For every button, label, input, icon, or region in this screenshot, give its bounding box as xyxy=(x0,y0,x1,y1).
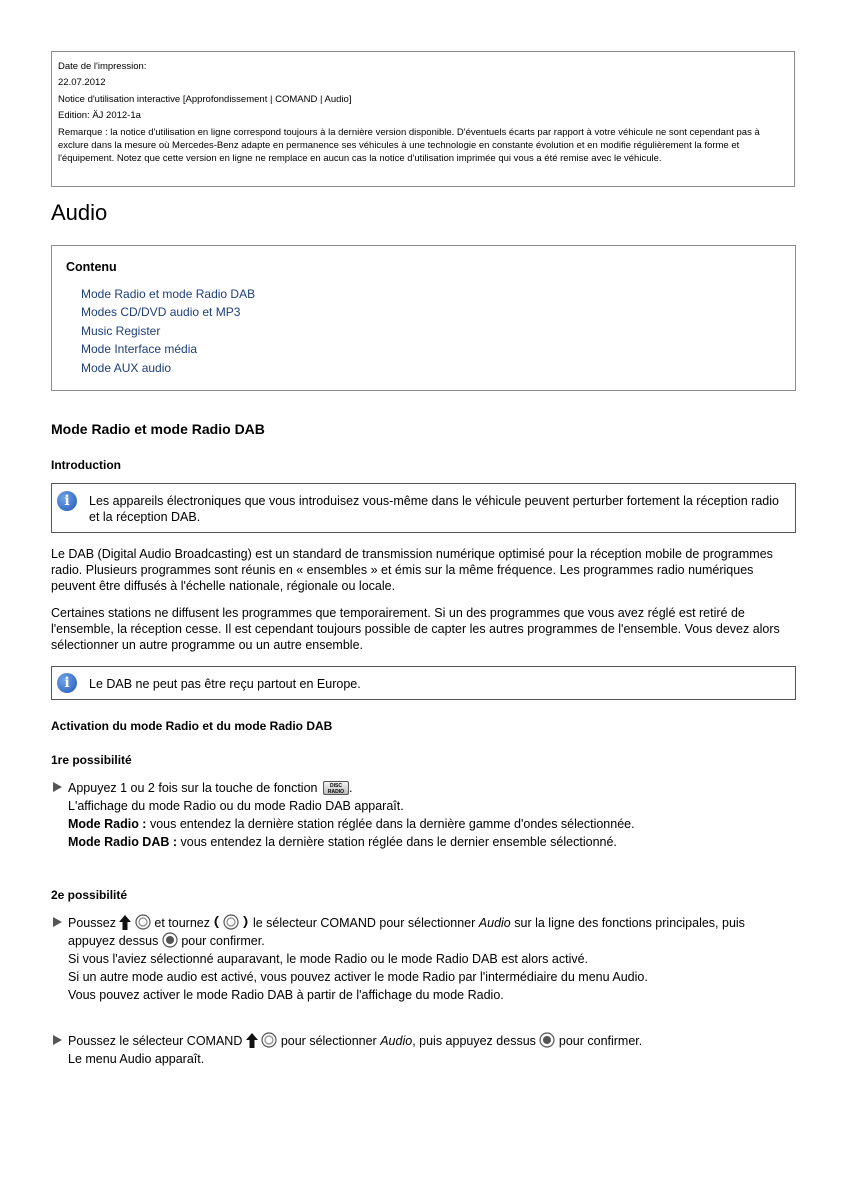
step-result: Le menu Audio apparaît. xyxy=(68,1052,205,1066)
toc-link-cd-dvd[interactable]: Modes CD/DVD audio et MP3 xyxy=(81,305,241,319)
press-knob-icon xyxy=(539,1032,555,1048)
step-bullet-icon xyxy=(53,917,62,927)
intro-heading: Introduction xyxy=(51,458,121,472)
rotate-knob-icon xyxy=(213,914,249,930)
step-text: Appuyez 1 ou 2 fois sur la touche de fonction xyxy=(68,781,318,795)
step-note: Si un autre mode audio est activé, vous pouvez activer le mode Radio par l'intermédiaire du menu Audio. xyxy=(68,970,648,984)
step-text: appuyez dessus xyxy=(68,934,159,948)
step-text: et tournez xyxy=(154,916,210,930)
mode-radio-dab-label: Mode Radio DAB : xyxy=(68,835,178,849)
mode-radio-label: Mode Radio : xyxy=(68,817,147,831)
page-title: Audio xyxy=(51,200,108,225)
info-icon: i xyxy=(57,673,77,693)
option2-heading: 2e possibilité xyxy=(51,888,128,902)
step-text: le sélecteur COMAND pour sélectionner xyxy=(252,916,476,930)
step-note: Si vous l'aviez sélectionné auparavant, le mode Radio ou le mode Radio DAB est alors activé. xyxy=(68,952,589,966)
section-title: Mode Radio et mode Radio DAB xyxy=(51,421,265,437)
toc-link-aux[interactable]: Mode AUX audio xyxy=(81,361,172,375)
audio-emphasis: Audio xyxy=(478,916,511,930)
info-icon: i xyxy=(57,491,77,511)
step-text: pour confirmer. xyxy=(558,1034,643,1048)
key-label-top: DISC xyxy=(329,783,342,789)
activation-heading: Activation du mode Radio et du mode Radio DAB xyxy=(51,719,333,733)
arrow-up-icon xyxy=(119,915,131,930)
print-date-label: Date de l'impression: xyxy=(58,61,147,72)
notice-dab-europe-text: Le DAB ne peut pas être reçu partout en Europe. xyxy=(89,677,361,691)
mode-radio-dab-text: vous entendez la dernière station réglée dans le dernier ensemble sélectionné. xyxy=(177,835,617,849)
toc-title: Contenu xyxy=(66,260,117,274)
step-note: Vous pouvez activer le mode Radio DAB à partir de l'affichage du mode Radio. xyxy=(68,988,504,1002)
step-text: pour confirmer. xyxy=(181,934,265,948)
step-text-end: . xyxy=(348,781,353,795)
press-knob-icon xyxy=(162,932,178,948)
print-date-value: 22.07.2012 xyxy=(58,77,106,89)
step-text: , puis appuyez dessus xyxy=(412,1034,536,1048)
paragraph-dab-intro: Le DAB (Digital Audio Broadcasting) est un standard de transmission numérique optimisé pour la réception mobile de programmes radio. Plusieurs programmes sont réunis en « ensembles » et émis sur la même fréquence. Les programmes radio numériques peuvent être diffusés à l'échelle nationale, régionale ou locale. xyxy=(51,547,773,593)
notice-electronics-text: Les appareils électroniques que vous introduisez vous-même dans le véhicule peuvent perturber fortement la réception radio et la réception DAB. xyxy=(89,494,779,524)
audio-emphasis: Audio xyxy=(380,1034,413,1048)
step-bullet-icon xyxy=(53,1035,62,1045)
step-text: Poussez xyxy=(68,916,116,930)
print-info-box xyxy=(51,51,795,187)
toc-box xyxy=(51,245,796,391)
step-text: Poussez le sélecteur COMAND xyxy=(68,1034,243,1048)
print-remark: Remarque : la notice d'utilisation en ligne correspond toujours à la dernière version disponible. D'éventuels écarts par rapport à votre véhicule ne sont cependant pas à exclure dans la mesure où Mercedes-Benz adapte en permanence ses véhicules à une technologie en constante évolution et en modifie régulièrement la forme et l'équipement. Notez que cette version en ligne ne remplace en aucun cas la notice d'utilisation imprimée qui vous a été remise avec le véhicule. xyxy=(58,126,760,165)
toc-link-radio[interactable]: Mode Radio et mode Radio DAB xyxy=(81,287,256,301)
notice-dab-europe xyxy=(51,666,796,700)
controller-knob-icon xyxy=(261,1032,277,1048)
arrow-up-icon xyxy=(246,1033,258,1048)
notice-electronics xyxy=(51,483,796,533)
print-title-line: Notice d'utilisation interactive [Approfondissement | COMAND | Audio] xyxy=(58,93,352,105)
step-text: pour sélectionner xyxy=(280,1034,377,1048)
controller-knob-icon xyxy=(135,914,151,930)
step-text: sur la ligne des fonctions principales, puis xyxy=(514,916,745,930)
paragraph-stations: Certaines stations ne diffusent les programmes que temporairement. Si un des programmes que vous avez réglé est retiré de l'ensemble, la réception cesse. Il est cependant toujours possible de capter les autres programmes de l'ensemble. Vous devez alors sélectionner un autre programme ou un autre ensemble. xyxy=(51,606,780,652)
print-edition: Edition: ÄJ 2012-1a xyxy=(58,110,141,122)
toc-link-media-interface[interactable]: Mode Interface média xyxy=(81,342,198,356)
step-bullet-icon xyxy=(53,782,62,792)
step-result: L'affichage du mode Radio ou du mode Radio DAB apparaît. xyxy=(68,799,404,813)
mode-radio-text: vous entendez la dernière station réglée dans la dernière gamme d'ondes sélectionnée. xyxy=(146,817,635,831)
option1-heading: 1re possibilité xyxy=(51,753,132,767)
toc-link-music-register[interactable]: Music Register xyxy=(81,324,161,338)
disc-radio-key-icon xyxy=(323,781,349,795)
key-label-bottom: RADIO xyxy=(327,789,345,795)
